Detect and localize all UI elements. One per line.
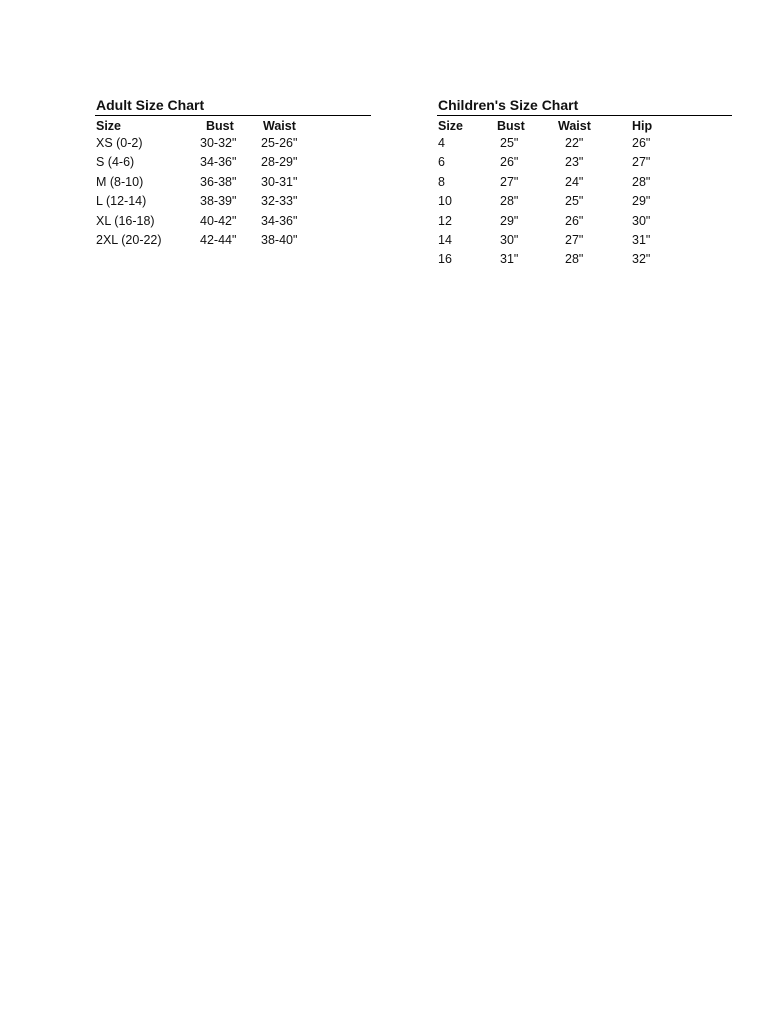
table-row (437, 134, 732, 153)
children-bust-cell: 29" (500, 213, 519, 228)
adult-bust-cell: 36-38" (200, 174, 237, 189)
children-hip-cell: 29" (632, 194, 651, 209)
children-bust-cell: 27" (500, 174, 519, 189)
adult-size-cell: S (4-6) (96, 155, 135, 170)
children-hip-cell: 30" (632, 213, 651, 228)
adult-size-cell: 2XL (20-22) (96, 232, 162, 247)
children-bust-cell: 26" (500, 155, 519, 170)
adult-header-bust: Bust (206, 119, 234, 133)
children-bust-cell: 28" (500, 194, 519, 209)
adult-bust-cell: 40-42" (200, 213, 237, 228)
children-waist-cell: 26" (565, 213, 584, 228)
adult-waist-cell: 32-33" (261, 194, 298, 209)
adult-size-cell: M (8-10) (96, 174, 144, 189)
children-bust-cell: 25" (500, 136, 519, 150)
children-waist-cell: 23" (565, 155, 584, 170)
children-waist-cell: 22" (565, 136, 584, 150)
adult-chart-title: Adult Size Chart (95, 96, 371, 116)
adult-size-table (95, 116, 371, 250)
children-size-cell: 10 (438, 194, 452, 209)
adult-waist-cell: 38-40" (261, 232, 298, 247)
children-size-cell: 16 (438, 252, 452, 267)
adult-size-cell: L (12-14) (96, 194, 147, 209)
children-bust-cell: 31" (500, 252, 519, 267)
children-size-cell: 14 (438, 232, 452, 247)
children-hip-cell: 27" (632, 155, 651, 170)
table-row (95, 153, 371, 172)
table-row (95, 173, 371, 192)
table-row (95, 212, 371, 231)
children-size-chart (437, 96, 732, 270)
adult-bust-cell: 30-32" (200, 136, 237, 150)
adult-size-cell: XS (0-2) (96, 136, 143, 150)
children-header-row (437, 116, 732, 134)
children-size-table (437, 116, 732, 270)
adult-header-row (95, 116, 371, 134)
adult-bust-cell: 42-44" (200, 232, 237, 247)
adult-size-chart (95, 96, 371, 250)
children-size-cell: 6 (438, 155, 445, 170)
adult-waist-cell: 30-31" (261, 174, 298, 189)
table-row (95, 192, 371, 211)
children-header-waist: Waist (558, 119, 591, 133)
table-row (437, 173, 732, 192)
adult-bust-cell: 38-39" (200, 194, 237, 209)
table-row (437, 192, 732, 211)
adult-size-cell: XL (16-18) (96, 213, 155, 228)
children-hip-cell: 31" (632, 232, 651, 247)
children-size-cell: 12 (438, 213, 452, 228)
table-row (95, 231, 371, 250)
children-header-size: Size (438, 119, 464, 133)
adult-waist-cell: 34-36" (261, 213, 298, 228)
children-waist-cell: 27" (565, 232, 584, 247)
adult-header-size: Size (96, 119, 122, 133)
children-header-bust: Bust (497, 119, 525, 133)
adult-bust-cell: 34-36" (200, 155, 237, 170)
table-row (437, 212, 732, 231)
children-hip-cell: 26" (632, 136, 651, 150)
children-size-cell: 4 (438, 136, 445, 150)
children-hip-cell: 28" (632, 174, 651, 189)
children-bust-cell: 30" (500, 232, 519, 247)
children-chart-title: Children's Size Chart (437, 96, 732, 116)
table-row (95, 134, 371, 153)
children-header-hip: Hip (632, 119, 653, 133)
children-waist-cell: 28" (565, 252, 584, 267)
children-waist-cell: 25" (565, 194, 584, 209)
table-row (437, 231, 732, 250)
children-waist-cell: 24" (565, 174, 584, 189)
adult-waist-cell: 25-26" (261, 136, 298, 150)
adult-header-waist: Waist (263, 119, 296, 133)
children-hip-cell: 32" (632, 252, 651, 267)
table-row (437, 250, 732, 269)
children-size-cell: 8 (438, 174, 445, 189)
adult-waist-cell: 28-29" (261, 155, 298, 170)
table-row (437, 153, 732, 172)
